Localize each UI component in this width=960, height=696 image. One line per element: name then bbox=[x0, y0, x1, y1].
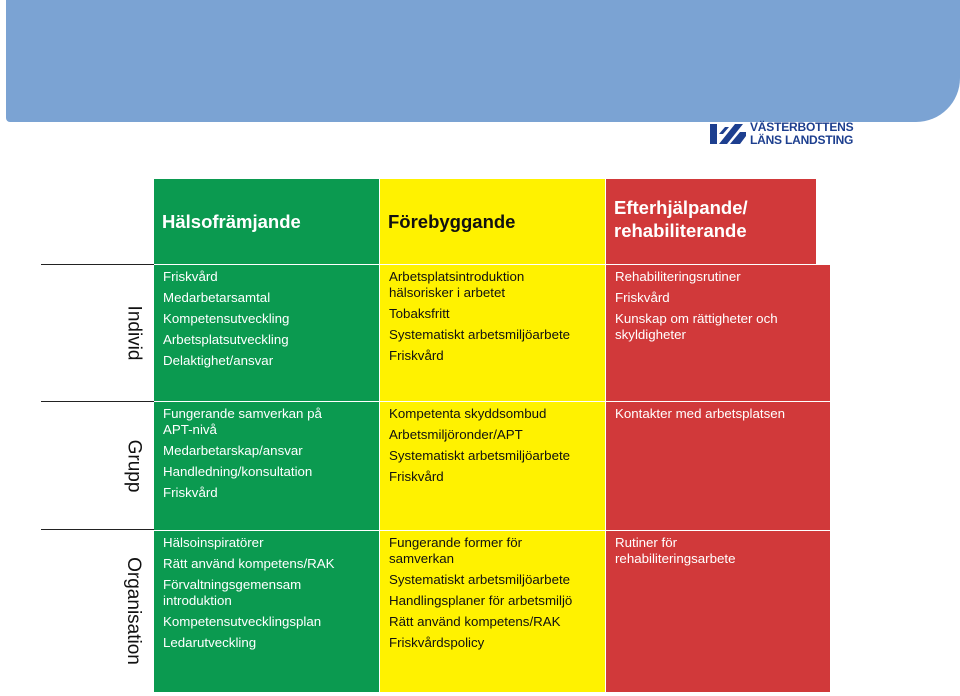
cell-item: Systematiskt arbetsmiljöarbete bbox=[389, 447, 571, 463]
organization-name-line2: LÄNS LANDSTING bbox=[750, 133, 854, 147]
health-matrix-table bbox=[154, 179, 830, 692]
cell-item: Fungerande former för samverkan bbox=[389, 535, 523, 566]
cell-item: Rutiner för rehabiliteringsarbete bbox=[615, 535, 736, 566]
row-label-organisation bbox=[118, 530, 148, 692]
cell-organisation-forebyggande bbox=[380, 530, 606, 692]
cell-organisation-halsoframjande bbox=[154, 530, 380, 692]
cell-grupp-forebyggande bbox=[380, 401, 606, 530]
column-header-efterhjalpande bbox=[606, 179, 816, 264]
cell-item: Friskvård bbox=[163, 484, 218, 500]
organization-name bbox=[750, 121, 910, 147]
cell-item: Arbetsmiljöronder/APT bbox=[389, 426, 523, 442]
cell-item: Förvaltningsgemensam introduktion bbox=[163, 576, 302, 608]
column-header-halsoframjande bbox=[154, 179, 380, 264]
cell-item: Friskvård bbox=[389, 347, 444, 363]
row-label-text: Organisation bbox=[123, 557, 145, 665]
cell-item: Systematiskt arbetsmiljöarbete bbox=[389, 571, 571, 587]
cell-item: Arbetsplatsutveckling bbox=[163, 331, 289, 347]
cell-item: Friskvård bbox=[615, 289, 670, 305]
column-header-forebyggande bbox=[380, 179, 606, 264]
cell-grupp-efterhjalpande bbox=[606, 401, 830, 530]
cell-item: Delaktighet/ansvar bbox=[163, 352, 274, 368]
organization-name-line1: VÄSTERBOTTENS bbox=[750, 120, 854, 134]
cell-item: Kompetensutveckling bbox=[163, 310, 290, 326]
cell-item: Fungerande samverkan på APT-nivå bbox=[163, 406, 322, 437]
header-banner bbox=[6, 0, 960, 122]
cell-individ-forebyggande bbox=[380, 264, 606, 401]
cell-item: Kompetenta skyddsombud bbox=[389, 406, 547, 421]
cell-item: Friskvårdspolicy bbox=[389, 634, 485, 650]
cell-item: Ledarutveckling bbox=[163, 634, 257, 650]
cell-item: Kunskap om rättigheter och skyldigheter bbox=[615, 310, 778, 342]
row-label-text: Grupp bbox=[123, 439, 144, 492]
cell-item: Kompetensutvecklingsplan bbox=[163, 613, 322, 629]
column-header-text: Hälsofrämjande bbox=[162, 211, 301, 232]
row-label-grupp bbox=[118, 402, 148, 529]
cell-grupp-halsoframjande bbox=[154, 401, 380, 530]
cell-item: Rehabiliteringsrutiner bbox=[615, 269, 741, 284]
cell-item: Rätt använd kompetens/RAK bbox=[163, 555, 335, 571]
cell-item: Hälsoinspiratörer bbox=[163, 535, 264, 550]
cell-item: Arbetsplatsintroduktion hälsorisker i arbetet bbox=[389, 269, 525, 300]
cell-item: Systematiskt arbetsmiljöarbete bbox=[389, 326, 571, 342]
cell-item: Handledning/konsultation bbox=[163, 463, 313, 479]
cell-item: Medarbetarskap/ansvar bbox=[163, 442, 303, 458]
cell-item: Rätt använd kompetens/RAK bbox=[389, 613, 561, 629]
row-label-individ bbox=[118, 265, 148, 401]
row-label-text: Individ bbox=[123, 305, 145, 361]
column-header-text: Förebyggande bbox=[388, 211, 516, 232]
cell-item: Medarbetarsamtal bbox=[163, 289, 271, 305]
cell-item: Handlingsplaner för arbetsmiljö bbox=[389, 592, 573, 608]
cell-individ-halsoframjande bbox=[154, 264, 380, 401]
cell-individ-efterhjalpande bbox=[606, 264, 830, 401]
cell-item: Kontakter med arbetsplatsen bbox=[615, 406, 786, 421]
column-header-text: Efterhjälpande/ rehabiliterande bbox=[614, 197, 748, 241]
cell-item: Tobaksfritt bbox=[389, 305, 450, 321]
cell-item: Friskvård bbox=[389, 468, 444, 484]
cell-item: Friskvård bbox=[163, 269, 218, 284]
cell-organisation-efterhjalpande bbox=[606, 530, 830, 692]
logo-mark-icon bbox=[710, 120, 746, 148]
